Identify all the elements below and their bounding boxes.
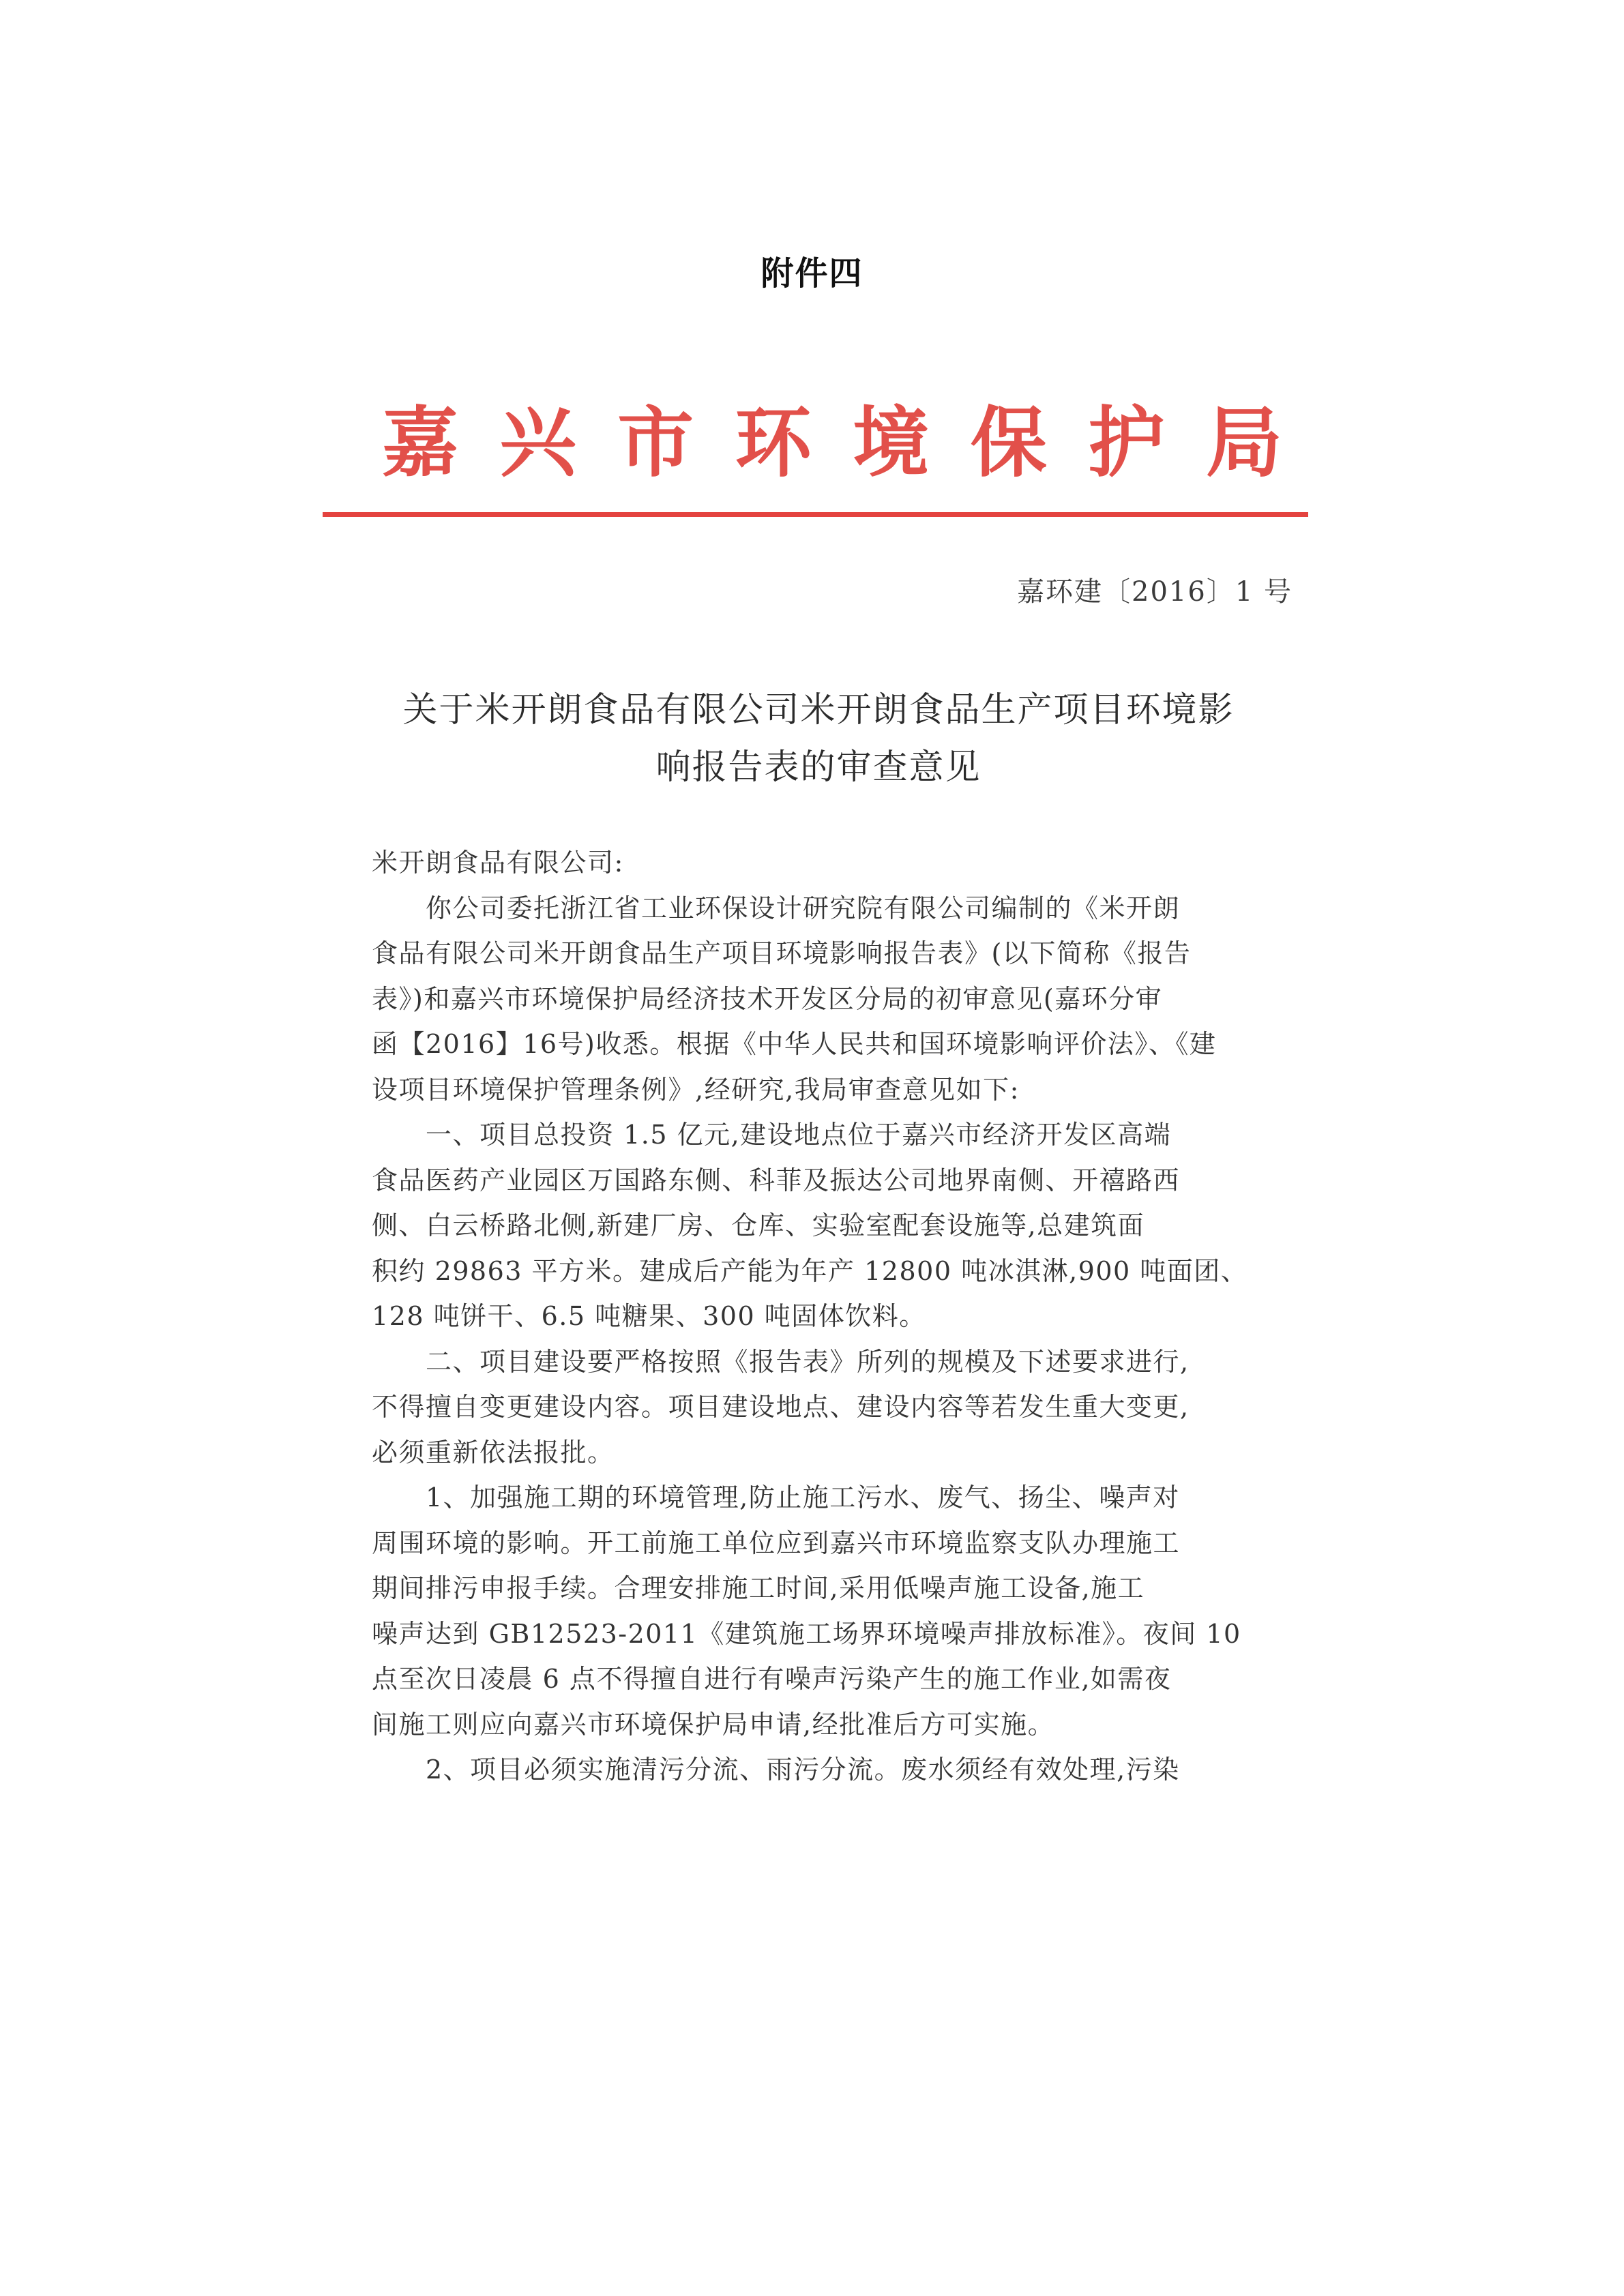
body-line: 噪声达到 GB12523-2011《建筑施工场界环境噪声排放标准》。夜间 10 [372,1618,1241,1649]
agency-header-char: 兴 [499,398,576,488]
body-line: 侧、白云桥路北侧,新建厂房、仓库、实验室配套设施等,总建筑面 [372,1210,1145,1240]
body-line: 食品医药产业园区万国路东侧、科菲及振达公司地界南侧、开禧路西 [372,1165,1181,1195]
body-line: 点至次日凌晨 6 点不得擅自进行有噪声污染产生的施工作业,如需夜 [372,1664,1172,1694]
body-line: 周围环境的影响。开工前施工单位应到嘉兴市环境监察支队办理施工 [372,1527,1181,1558]
title-line: 响报告表的审查意见 [655,747,981,788]
body-line: 1、加强施工期的环境管理,防止施工污水、废气、扬尘、噪声对 [372,1482,1180,1512]
body-line: 间施工则应向嘉兴市环境保护局申请,经批准后方可实施。 [372,1709,1055,1740]
body-line: 128 吨饼干、6.5 吨糖果、300 吨固体饮料。 [372,1301,926,1331]
header-divider [323,512,1308,517]
agency-header-char: 境 [853,398,930,488]
body-line: 你公司委托浙江省工业环保设计研究院有限公司编制的《米开朗 [372,893,1181,923]
agency-header-char: 局 [1205,398,1282,488]
body-line: 期间排污申报手续。合理安排施工时间,采用低噪声施工设备,施工 [372,1573,1145,1603]
body-line: 二、项目建设要严格按照《报告表》所列的规模及下述要求进行, [372,1346,1190,1377]
agency-header-char: 保 [970,398,1047,488]
body-line: 表》)和嘉兴市环境保护局经济技术开发区分局的初审意见(嘉环分审 [372,983,1163,1014]
attachment-label: 附件四 [761,254,863,293]
agency-header-char: 市 [617,398,694,488]
body-line: 一、项目总投资 1.5 亿元,建设地点位于嘉兴市经济开发区高端 [372,1120,1172,1150]
document-body [372,840,1258,1793]
agency-header [382,396,1282,491]
body-line: 必须重新依法报批。 [372,1437,615,1467]
document-title [355,682,1282,796]
body-line: 函【2016】16号)收悉。根据《中华人民共和国环境影响评价法》、《建 [372,1029,1217,1059]
title-line: 关于米开朗食品有限公司米开朗食品生产项目环境影 [402,690,1235,730]
body-line: 不得擅自变更建设内容。项目建设地点、建设内容等若发生重大变更, [372,1392,1190,1422]
agency-header-char: 护 [1088,398,1165,488]
body-line: 积约 29863 平方米。建成后产能为年产 12800 吨冰淇淋,900 吨面团、 [372,1255,1248,1286]
document-number: 嘉环建〔2016〕1 号 [1017,576,1293,608]
agency-header-char: 嘉 [382,398,458,488]
agency-header-char: 环 [735,398,812,488]
body-line: 2、项目必须实施清污分流、雨污分流。废水须经有效处理,污染 [372,1755,1180,1785]
body-line: 设项目环境保护管理条例》,经研究,我局审查意见如下: [372,1074,1020,1105]
salutation: 米开朗食品有限公司: [372,848,624,878]
body-line: 食品有限公司米开朗食品生产项目环境影响报告表》(以下简称《报告 [372,938,1192,968]
